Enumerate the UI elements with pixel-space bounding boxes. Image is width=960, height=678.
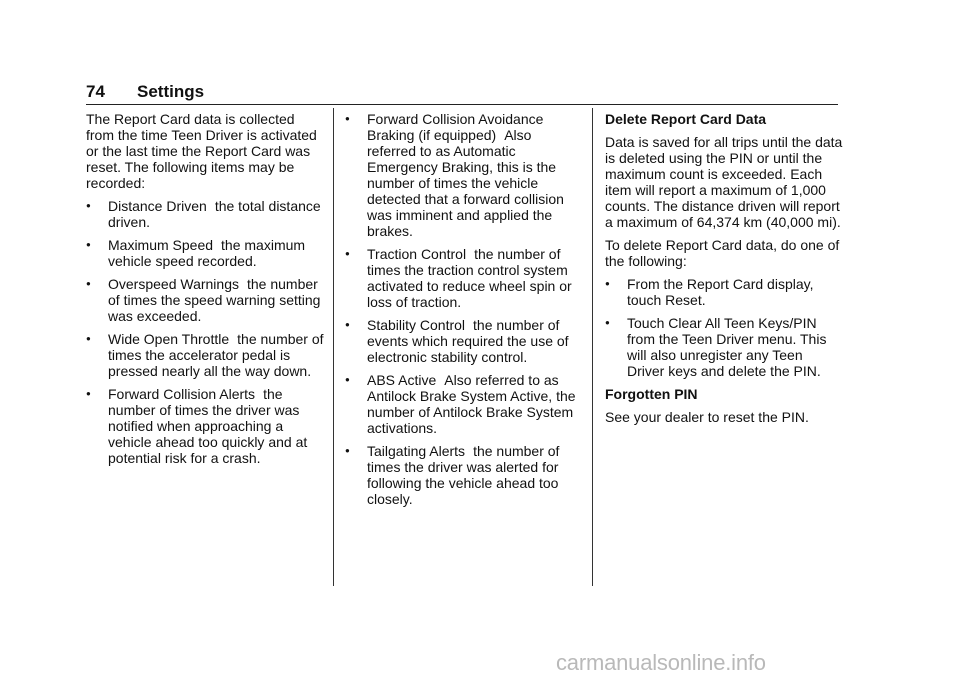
column-divider bbox=[592, 108, 593, 586]
bullet-text: From the Report Card display, touch Reset. bbox=[627, 276, 814, 308]
list-item bbox=[345, 246, 581, 310]
list-item bbox=[345, 443, 581, 507]
bullet-icon: ● bbox=[86, 334, 91, 343]
bullet-text: Touch Clear All Teen Keys/PIN from the Teen Driver menu. This will also unregister any Teen Driver keys and delete the PIN. bbox=[627, 315, 827, 379]
list-item bbox=[86, 237, 324, 269]
page-number: 74 bbox=[86, 82, 105, 101]
bullet-icon: ● bbox=[86, 201, 91, 210]
bullet-icon: ● bbox=[605, 318, 610, 327]
section-title: Settings bbox=[137, 82, 205, 101]
bullet-icon: ● bbox=[345, 375, 350, 384]
item-term: Overspeed Warnings bbox=[108, 276, 239, 292]
list-item bbox=[86, 276, 324, 324]
item-term: Traction Control bbox=[367, 246, 467, 262]
bullet-icon: ● bbox=[605, 279, 610, 288]
item-term: Stability Control bbox=[367, 317, 466, 333]
item-term: Wide Open Throttle bbox=[108, 331, 230, 347]
forgotten-pin-paragraph: See your dealer to reset the PIN. bbox=[605, 409, 809, 425]
column-2 bbox=[345, 111, 581, 514]
watermark: carmanualsonline.info bbox=[556, 650, 766, 675]
item-description: the number of times the accelerator pedal is pressed nearly all the way down. bbox=[108, 331, 324, 379]
list-item bbox=[605, 315, 843, 379]
bullet-icon: ● bbox=[86, 389, 91, 398]
bullet-icon: ● bbox=[345, 320, 350, 329]
bullet-icon: ● bbox=[345, 446, 350, 455]
list-item bbox=[345, 111, 581, 239]
item-description: the number of times the driver was alerted for following the vehicle ahead too closely. bbox=[367, 443, 560, 507]
item-description: the maximum vehicle speed recorded. bbox=[108, 237, 306, 269]
bullet-icon: ● bbox=[86, 279, 91, 288]
item-description: the number of events which required the use of electronic stability control. bbox=[367, 317, 569, 365]
list-item bbox=[86, 198, 324, 230]
forgotten-pin-heading: Forgotten PIN bbox=[605, 386, 698, 402]
column-divider bbox=[333, 108, 334, 586]
column-1 bbox=[86, 111, 324, 473]
item-term: ABS Active bbox=[367, 372, 437, 388]
item-term: Distance Driven bbox=[108, 198, 207, 214]
item-description: Also referred to as Automatic Emergency Braking, this is the number of times the vehicle detected that a forward collision was imminent and applied the brakes. bbox=[367, 127, 564, 239]
list-item bbox=[605, 276, 843, 308]
bullet-icon: ● bbox=[86, 240, 91, 249]
delete-report-card-heading: Delete Report Card Data bbox=[605, 111, 767, 127]
item-description: the number of times the traction control system activated to reduce wheel spin or loss of traction. bbox=[367, 246, 572, 310]
delete-paragraph-1: Data is saved for all trips until the data is deleted using the PIN or until the maximum count is exceeded. Each item will report a maximum of 1,000 counts. The distance driven will report a maximum of 64,374 km (40,000 mi). bbox=[605, 134, 843, 230]
item-description: the number of times the speed warning setting was exceeded. bbox=[108, 276, 321, 324]
bullet-icon: ● bbox=[345, 249, 350, 258]
page-header bbox=[86, 82, 838, 105]
column-3 bbox=[605, 111, 843, 432]
item-description: Also referred to as Antilock Brake System Active, the number of Antilock Brake System activations. bbox=[367, 372, 576, 436]
item-term: Maximum Speed bbox=[108, 237, 214, 253]
intro-paragraph: The Report Card data is collected from the time Teen Driver is activated or the last time the Report Card was reset. The following items may be recorded: bbox=[86, 111, 317, 191]
item-term: Forward Collision Alerts bbox=[108, 386, 256, 402]
bullet-icon: ● bbox=[345, 114, 350, 123]
list-item bbox=[345, 372, 581, 436]
list-item bbox=[345, 317, 581, 365]
item-term: Tailgating Alerts bbox=[367, 443, 466, 459]
item-description: the number of times the driver was notified when approaching a vehicle ahead too quickly and at potential risk for a crash. bbox=[108, 386, 308, 466]
list-item bbox=[86, 386, 324, 466]
delete-paragraph-2: To delete Report Card data, do one of the following: bbox=[605, 237, 840, 269]
list-item bbox=[86, 331, 324, 379]
item-description: the total distance driven. bbox=[108, 198, 321, 230]
item-term: Forward Collision Avoidance Braking (if equipped) bbox=[367, 111, 544, 143]
